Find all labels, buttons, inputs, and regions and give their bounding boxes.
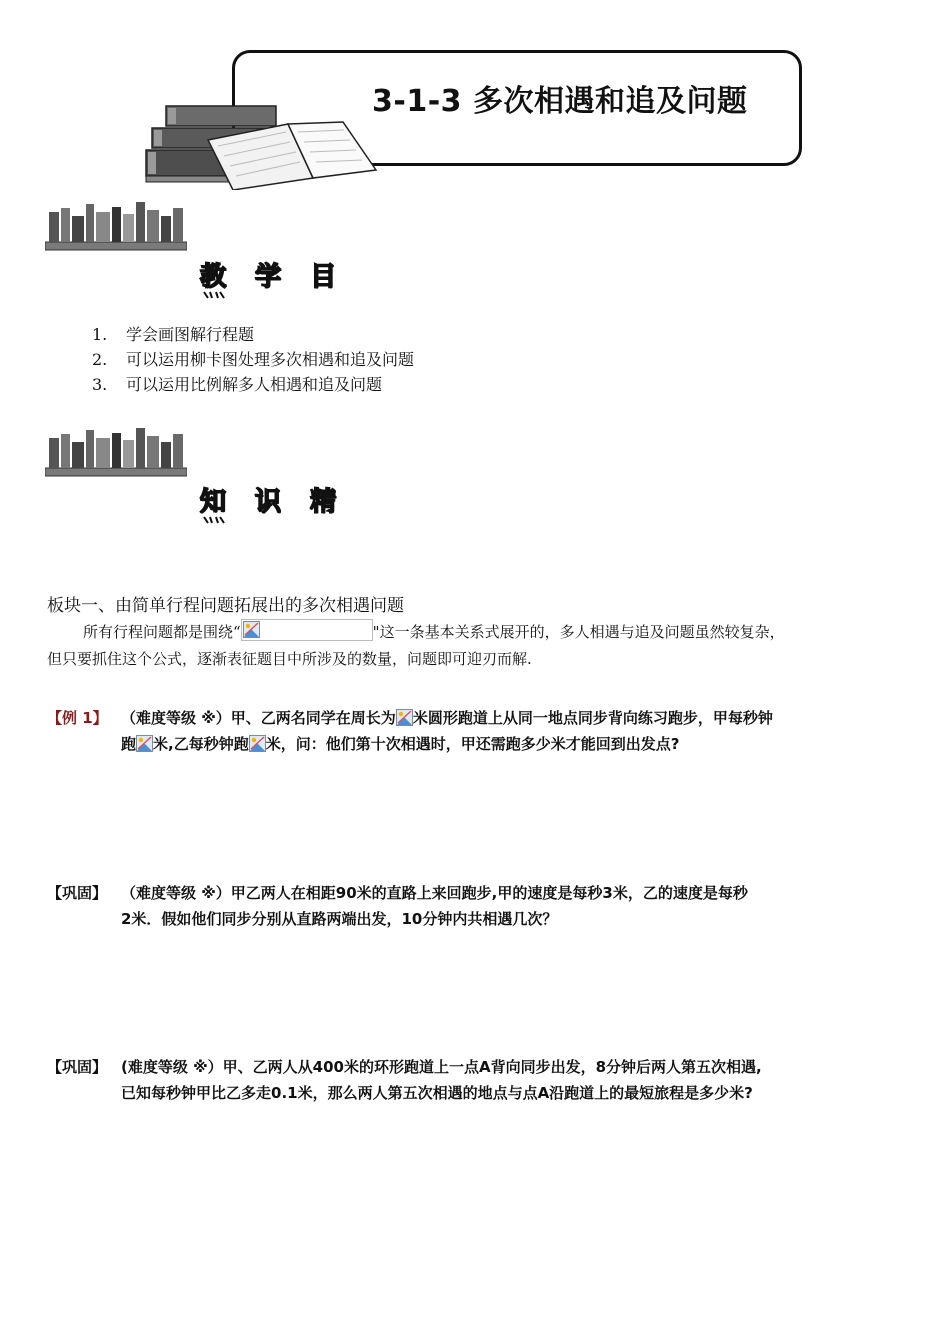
problem-label: 【例 1】 xyxy=(47,709,108,727)
problem-label: 【巩固】 xyxy=(47,1058,108,1076)
broken-image-icon xyxy=(396,709,413,726)
page-title: 3-1-3 多次相遇和追及问题 xyxy=(372,84,748,119)
example-problem: 【例 1】 （难度等级 ※）甲、乙两名同学在周长为 米圆形跑道上从同一地点同步背向练习跑步，甲每秒钟 跑 米,乙每秒钟跑 米，问：他们第十次相遇时，甲还需跑多少米才能回到出发点? xyxy=(47,705,917,757)
broken-image-icon xyxy=(136,735,153,752)
problem-label: 【巩固】 xyxy=(47,884,108,902)
bookshelf-icon xyxy=(45,424,187,478)
objectives-list xyxy=(92,322,414,397)
list-item: 3. 可以运用比例解多人相遇和追及问题 xyxy=(92,375,383,394)
knowledge-paragraph: 所有行程问题都是围绕“ "这一条基本关系式展开的，多人相遇与追及问题虽然较复杂， 但只要抓住这个公式，逐渐表征题目中所涉及的数量，问题即可迎刃而解. xyxy=(47,619,922,673)
practice-problem: 【巩固】 (难度等级 ※）甲、乙两人从400米的环形跑道上一点A背向同步出发，8分钟后两人第五次相遇, 已知每秒钟甲比乙多走0.1米，那么两人第五次相遇的地点与点A沿跑道上的最短旅程是多少米? xyxy=(47,1054,917,1106)
list-item: 2. 可以运用柳卡图处理多次相遇和追及问题 xyxy=(92,350,415,369)
books-illustration xyxy=(138,100,383,190)
practice-problem: 【巩固】 （难度等级 ※）甲乙两人在相距90米的直路上来回跑步,甲的速度是每秒3米，乙的速度是每秒 2米．假如他们同步分别从直路两端出发，10分钟内共相遇几次？ xyxy=(47,880,917,932)
heading-fragment-icon xyxy=(202,515,226,525)
objectives-heading: 教 学 目 xyxy=(200,262,347,292)
bookshelf-icon xyxy=(45,198,187,252)
heading-fragment-icon xyxy=(202,290,226,300)
list-item: 1. 学会画图解行程题 xyxy=(92,325,255,344)
block-title: 板块一、由简单行程问题拓展出的多次相遇问题 xyxy=(47,596,404,616)
formula-image xyxy=(241,619,373,641)
broken-image-icon xyxy=(249,735,266,752)
knowledge-heading: 知 识 精 xyxy=(200,487,347,517)
broken-image-icon xyxy=(243,621,260,638)
